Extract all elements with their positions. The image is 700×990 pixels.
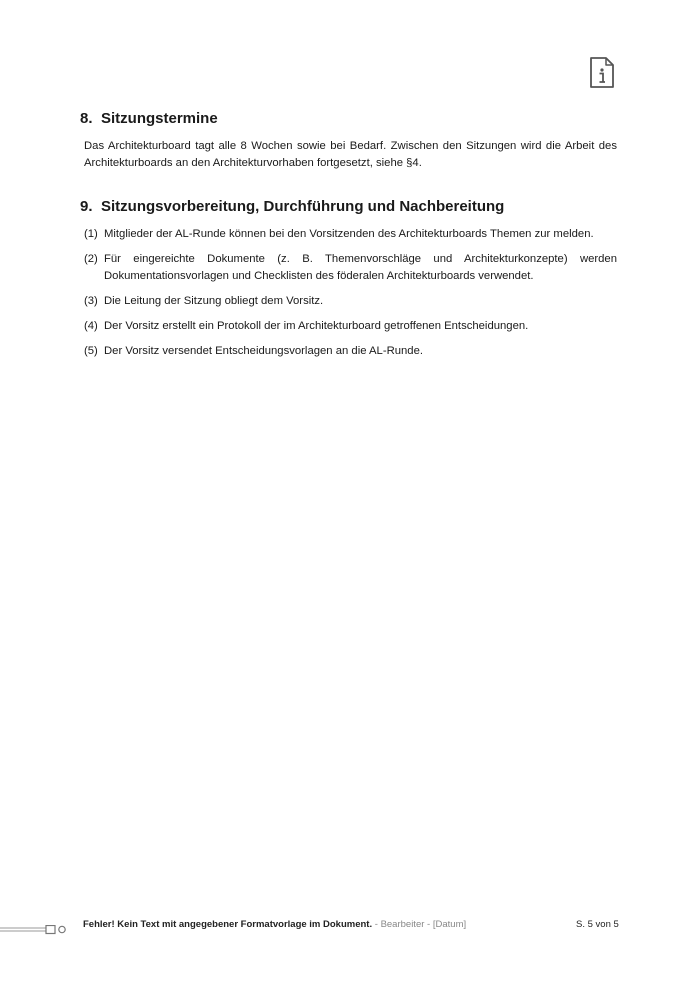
list-item <box>84 343 617 360</box>
list-item-index: (2) <box>84 253 98 265</box>
footer-error-text: Fehler! Kein Text mit angegebener Formatvorlage im Dokument. <box>83 919 373 930</box>
section-8-body-block <box>84 138 617 172</box>
footer-page-number: S. 5 von 5 <box>576 919 619 930</box>
footer-separator: - <box>372 919 381 930</box>
list-item-text: Mitglieder der AL-Runde können bei den Vorsitzenden des Architekturboards Themen zur melden. <box>104 228 594 240</box>
section-8-body: Das Architekturboard tagt alle 8 Wochen sowie bei Bedarf. Zwischen den Sitzungen wird die Arbeit des Architekturboards an den Architekturvorhaben fortgesetzt, siehe §4. <box>84 140 617 169</box>
list-item <box>84 251 617 285</box>
footer-editor: Bearbeiter <box>380 919 425 930</box>
footer-separator: - <box>424 919 433 930</box>
section-9 <box>80 198 617 216</box>
list-item <box>84 318 617 335</box>
footer-text <box>83 919 466 930</box>
list-item-text: Für eingereichte Dokumente (z. B. Themenvorschläge und Architekturkonzepte) werden Dokumentationsvorlagen und Checklisten des föderalen Architekturboards verwendet. <box>104 253 617 282</box>
section-8-title: Sitzungstermine <box>101 110 218 127</box>
list-item-index: (3) <box>84 295 98 307</box>
section-9-number: 9. <box>80 198 93 215</box>
list-item <box>84 226 617 243</box>
list-item-text: Der Vorsitz erstellt ein Protokoll der im Architekturboard getroffenen Entscheidungen. <box>104 320 529 332</box>
list-item-text: Die Leitung der Sitzung obliegt dem Vorsitz. <box>104 295 324 307</box>
section-9-heading <box>80 198 617 216</box>
section-8-heading <box>80 110 617 128</box>
list-item <box>84 293 617 310</box>
section-8-number: 8. <box>80 110 93 127</box>
list-item-index: (5) <box>84 345 98 357</box>
line-connector-icon <box>0 925 70 938</box>
section-8 <box>80 110 617 128</box>
footer-date: [Datum] <box>432 919 467 930</box>
page-footer <box>0 918 700 934</box>
list-item-index: (4) <box>84 320 98 332</box>
header-document-info-icon <box>589 57 615 89</box>
list-item-text: Der Vorsitz versendet Entscheidungsvorlagen an die AL-Runde. <box>104 345 424 357</box>
list-item-index: (1) <box>84 228 98 240</box>
section-9-list <box>84 226 617 368</box>
section-9-title: Sitzungsvorbereitung, Durchführung und Nachbereitung <box>101 198 505 215</box>
